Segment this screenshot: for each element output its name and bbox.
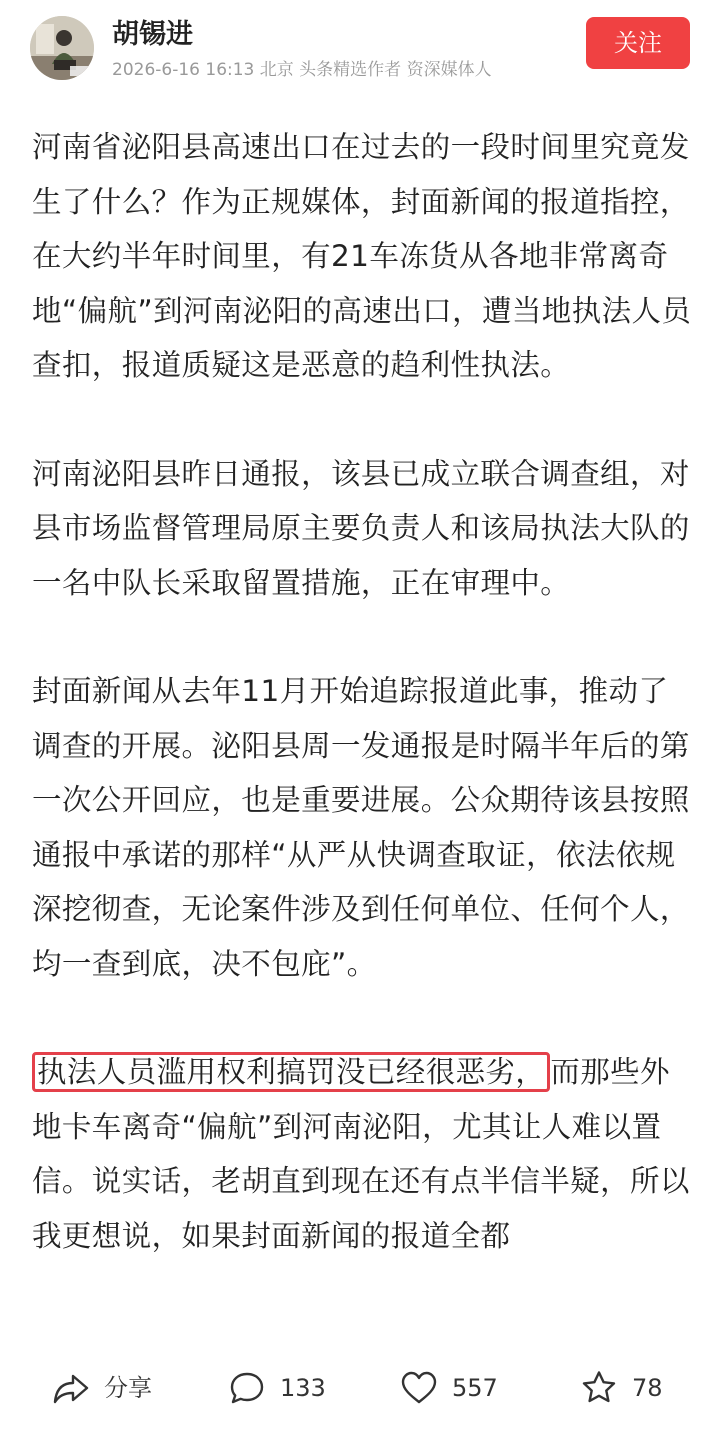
like-icon [400, 1369, 438, 1407]
paragraph: 河南省泌阳县高速出口在过去的一段时间里究竟发生了什么？作为正规媒体，封面新闻的报道指控，在大约半年时间里，有21车冻货从各地非常离奇地“偏航”到河南泌阳的高速出口，遭当地执法人员查扣，报道质疑这是恶意的趋利性执法。 [32, 130, 692, 382]
favorite-button[interactable] [580, 1368, 663, 1408]
like-count: 557 [452, 1374, 498, 1402]
share-icon [52, 1369, 90, 1407]
comment-button[interactable] [228, 1368, 326, 1408]
paragraph: 河南泌阳县昨日通报，该县已成立联合调查组，对县市场监督管理局原主要负责人和该局执法大队的一名中队长采取留置措施，正在审理中。 [32, 456, 690, 600]
avatar-photo [30, 16, 94, 80]
post-meta: 2026-6-16 16:13 北京 头条精选作者 资深媒体人 [112, 60, 492, 80]
author-name[interactable]: 胡锡进 [112, 19, 193, 50]
action-bar [0, 1352, 720, 1435]
like-button[interactable] [400, 1368, 498, 1408]
author-header [0, 0, 720, 96]
article-body [32, 120, 692, 1263]
favorite-count: 78 [632, 1374, 663, 1402]
comment-icon [228, 1369, 266, 1407]
avatar[interactable] [30, 16, 94, 80]
paragraph-text: 而那些外地卡车离奇“偏航”到河南泌阳，尤其让人难以置信。说实话，老胡直到现在还有点半信半疑，所以我更想说，如果封面新闻的报道全都 [32, 1055, 690, 1253]
comment-count: 133 [280, 1374, 326, 1402]
favorite-icon [580, 1369, 618, 1407]
paragraph: 封面新闻从去年11月开始追踪报道此事，推动了调查的开展。泌阳县周一发通报是时隔半年后的第一次公开回应，也是重要进展。公众期待该县按照通报中承诺的那样“从严从快调查取证，依法依规深挖彻查，无论案件涉及到任何单位、任何个人，均一查到底，决不包庇”。 [32, 674, 690, 981]
follow-button[interactable]: 关注 [586, 17, 690, 69]
paragraph [32, 1045, 692, 1263]
share-button[interactable] [52, 1368, 152, 1408]
share-label: 分享 [104, 1374, 152, 1402]
highlighted-sentence: 执法人员滥用权利搞罚没已经很恶劣， [32, 1052, 550, 1092]
